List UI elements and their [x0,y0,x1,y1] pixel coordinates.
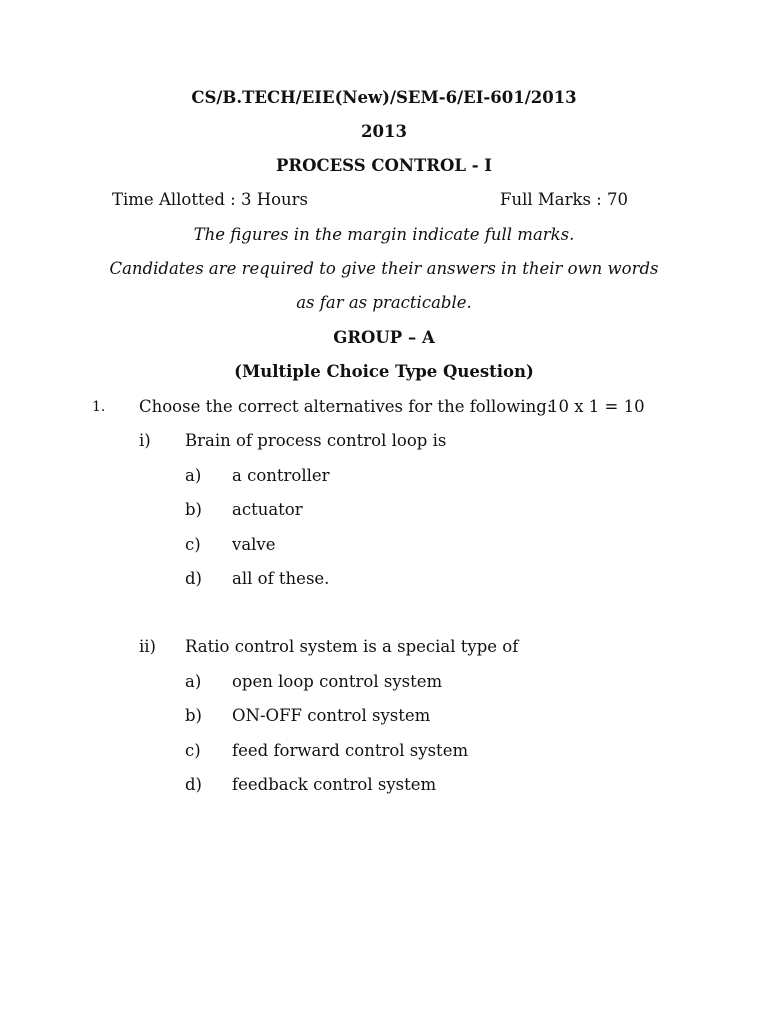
option-text: actuator [232,500,303,519]
exam-year: 2013 [361,122,407,141]
option-label: a) [185,672,202,691]
option-label: d) [185,775,202,794]
option-label: b) [185,500,202,519]
subquestion-text: Ratio control system is a special type of [185,637,519,656]
option-text: ON-OFF control system [232,706,431,725]
option-label: c) [185,741,201,760]
question-marks: 10 x 1 = 10 [548,397,645,416]
group-title: GROUP – A [333,328,435,347]
option-text: all of these. [232,569,330,588]
instruction-line-1: The figures in the margin indicate full marks. [193,225,575,244]
option-label: b) [185,706,202,725]
option-label: a) [185,466,202,485]
paper-code: CS/B.TECH/EIE(New)/SEM-6/EI-601/2013 [191,88,577,107]
subquestion-number: i) [139,431,151,450]
subquestion-number: ii) [139,637,156,656]
option-text: valve [232,535,276,554]
instruction-line-3: as far as practicable. [296,293,472,312]
time-allotted: Time Allotted : 3 Hours [112,190,309,209]
group-subtitle: (Multiple Choice Type Question) [234,362,534,381]
option-text: feed forward control system [232,741,469,760]
full-marks: Full Marks : 70 [500,190,629,209]
subquestion-text: Brain of process control loop is [185,431,447,450]
option-text: feedback control system [232,775,437,794]
question-text: Choose the correct alternatives for the following: [139,397,553,416]
instruction-line-2: Candidates are required to give their answers in their own words [109,259,659,278]
subject-title: PROCESS CONTROL - I [275,156,493,175]
question-number: 1. [92,399,106,415]
option-text: open loop control system [232,672,443,691]
option-text: a controller [232,466,330,485]
option-label: c) [185,535,201,554]
option-label: d) [185,569,202,588]
